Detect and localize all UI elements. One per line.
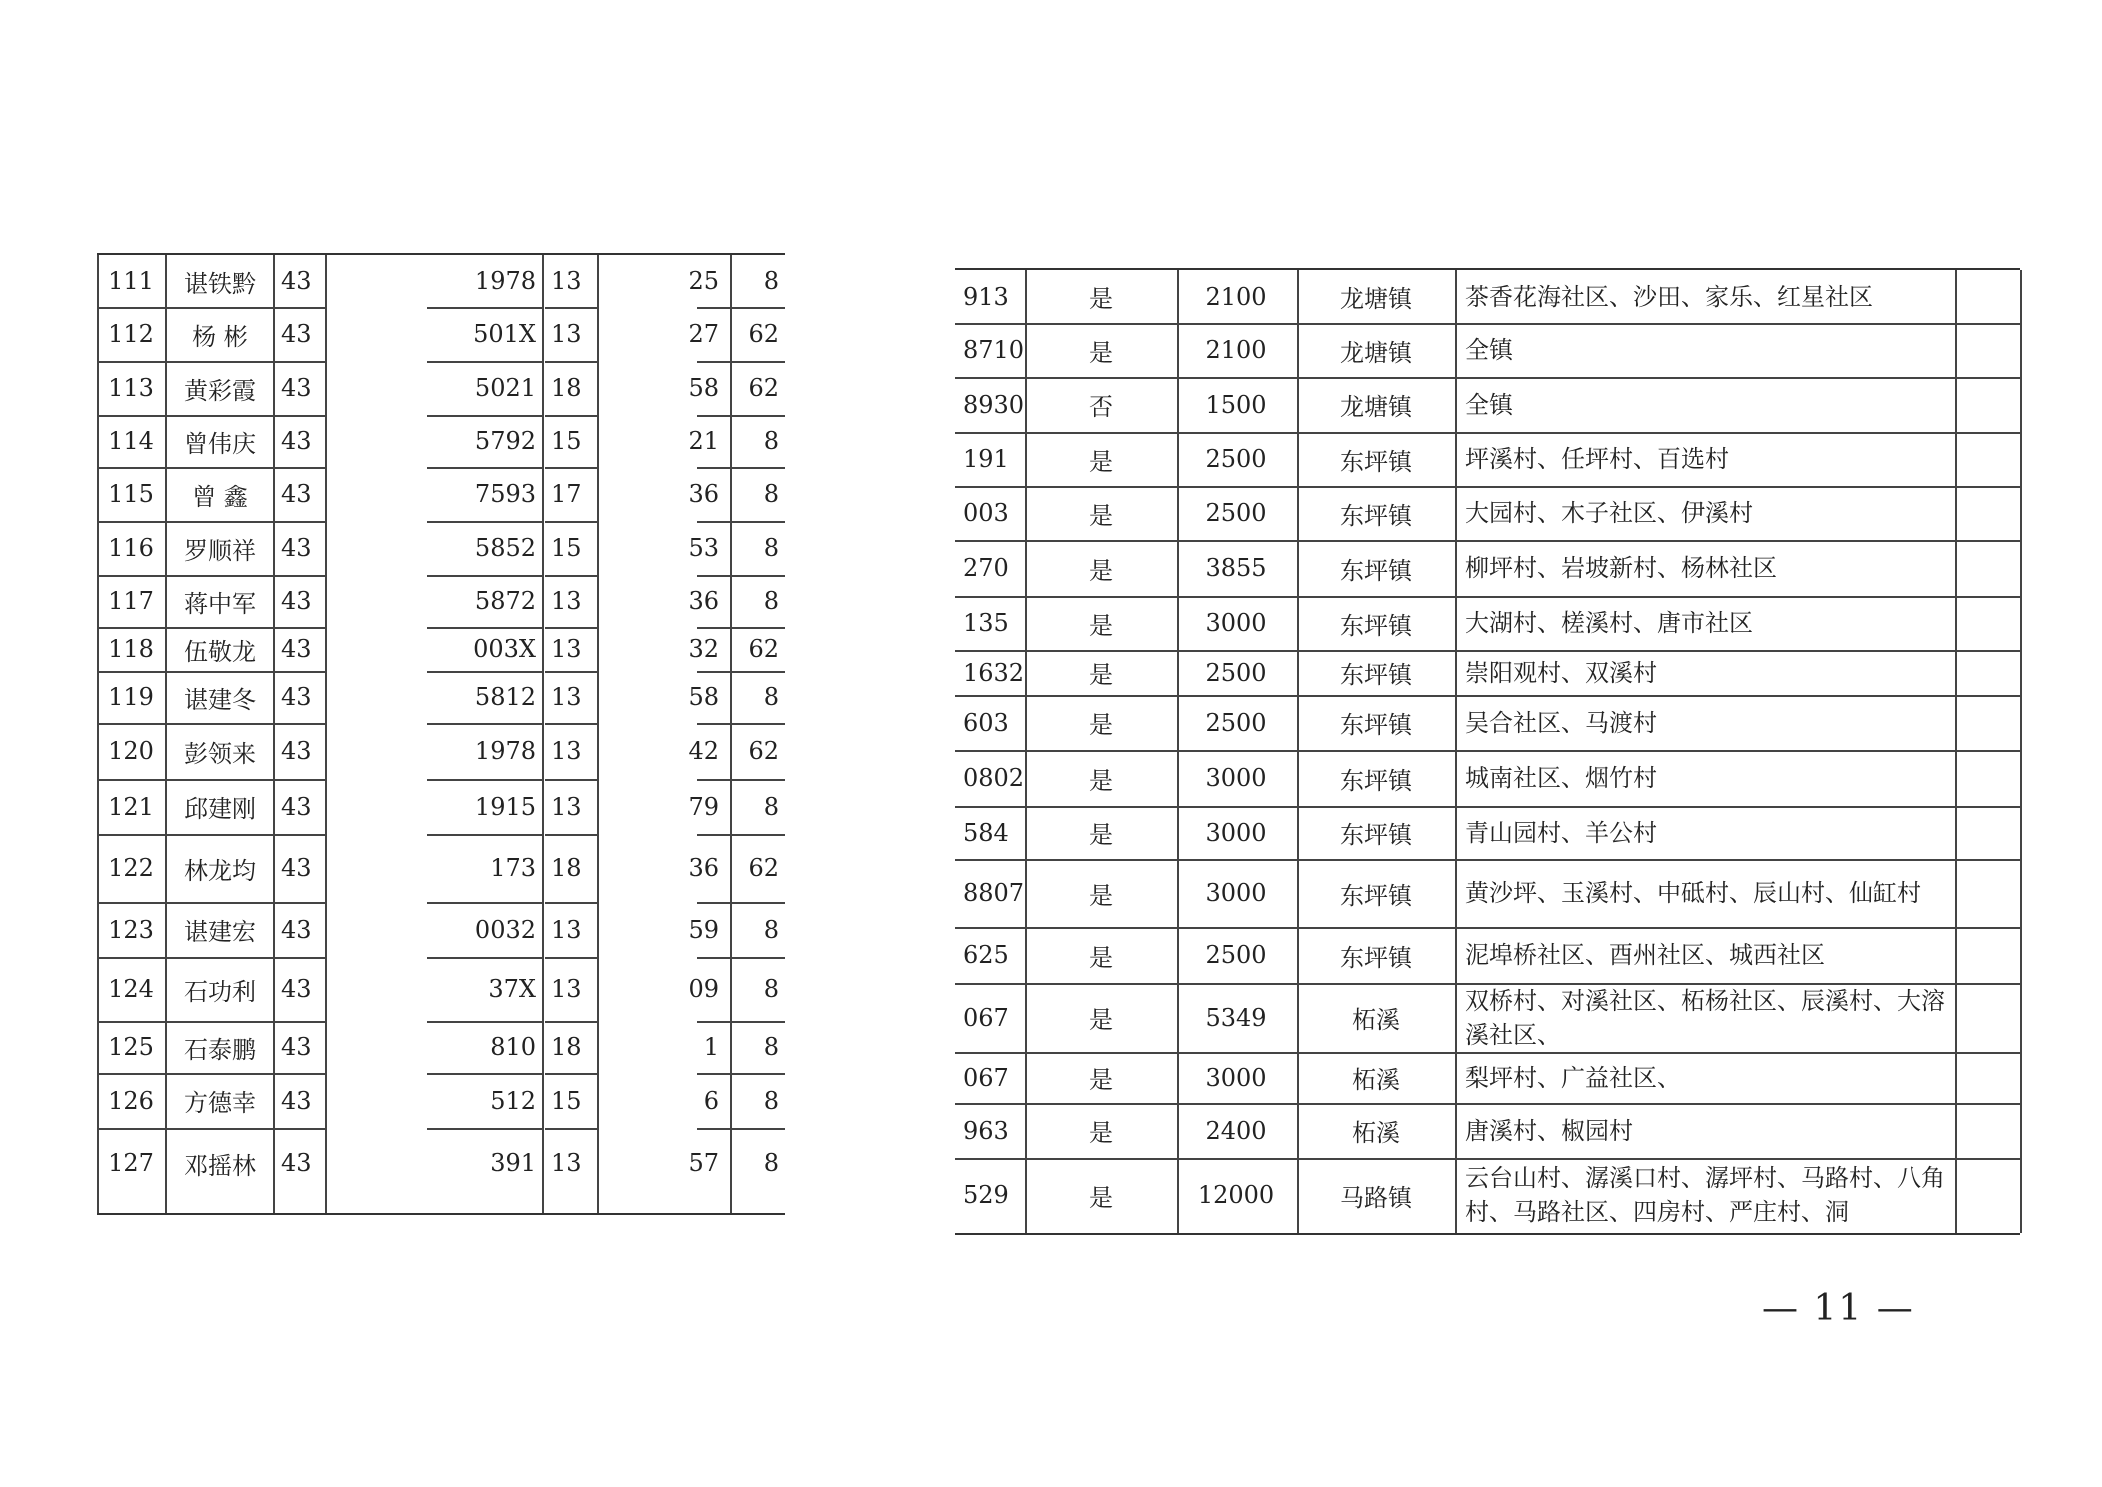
table-row — [97, 575, 785, 627]
cell-no: 127 — [108, 1149, 154, 1177]
cell-flag: 是 — [1089, 285, 1113, 313]
cell-area: 崇阳观村、双溪村 — [1465, 658, 1657, 687]
cell-c4: 25 — [688, 267, 719, 295]
cell-flag: 是 — [1089, 766, 1113, 795]
cell-c3: 15 — [551, 534, 582, 562]
cell-name: 曾 鑫 — [192, 482, 248, 511]
cell-flag: 是 — [1089, 1119, 1113, 1147]
table-row — [97, 1021, 785, 1073]
table-row — [97, 255, 785, 307]
cell-area: 大湖村、槎溪村、唐市社区 — [1465, 609, 1753, 637]
cell-c2: 5872 — [474, 587, 536, 615]
cell-c4: 27 — [688, 320, 719, 348]
cell-c1: 43 — [281, 320, 312, 348]
cell-town: 东坪镇 — [1340, 447, 1412, 476]
table-row — [97, 361, 785, 415]
cell-c4: 36 — [688, 854, 719, 882]
cell-name: 林龙均 — [184, 856, 256, 885]
cell-c4: 32 — [688, 635, 719, 663]
table-row — [97, 521, 785, 575]
cell-code: 913 — [963, 282, 1009, 311]
cell-flag: 是 — [1089, 1183, 1113, 1212]
cell-c5: 8 — [763, 792, 779, 821]
cell-no: 113 — [108, 374, 154, 402]
left-table — [97, 253, 785, 1215]
cell-c3: 13 — [551, 320, 582, 348]
cell-flag: 是 — [1089, 1066, 1113, 1094]
cell-code: 625 — [963, 941, 1009, 969]
cell-no: 112 — [108, 320, 154, 348]
cell-c1: 43 — [281, 427, 312, 455]
table-row — [97, 957, 785, 1021]
table-row — [97, 671, 785, 723]
cell-town: 东坪镇 — [1340, 711, 1412, 739]
cell-flag: 是 — [1089, 611, 1113, 640]
cell-c4: 21 — [688, 427, 719, 455]
cell-no: 120 — [108, 737, 154, 765]
cell-town: 柘溪 — [1352, 1006, 1400, 1034]
cell-no: 123 — [108, 915, 154, 944]
cell-area: 全镇 — [1465, 390, 1513, 419]
table-row — [955, 1158, 2020, 1232]
cell-code: 8807 — [963, 879, 1025, 907]
cell-town: 东坪镇 — [1340, 661, 1412, 689]
cell-code: 963 — [963, 1116, 1009, 1145]
cell-flag: 是 — [1089, 501, 1113, 530]
cell-no: 116 — [108, 534, 154, 562]
table-row — [955, 432, 2020, 486]
cell-name: 伍敬龙 — [184, 637, 256, 666]
table-row — [955, 486, 2020, 540]
cell-town: 东坪镇 — [1340, 881, 1412, 910]
cell-town: 龙塘镇 — [1340, 338, 1412, 367]
cell-amount: 3000 — [1205, 818, 1267, 847]
table-row — [955, 596, 2020, 650]
cell-area: 坪溪村、任坪村、百选村 — [1465, 445, 1729, 473]
cell-town: 马路镇 — [1340, 1183, 1412, 1212]
cell-area: 唐溪村、椒园村 — [1465, 1116, 1633, 1145]
column-rule — [2020, 270, 2022, 1233]
cell-amount: 3000 — [1205, 1063, 1267, 1092]
cell-c4: 59 — [688, 915, 719, 944]
cell-town: 柘溪 — [1352, 1066, 1400, 1094]
cell-c3: 17 — [551, 480, 582, 508]
cell-c4: 1 — [703, 1033, 719, 1061]
cell-c3: 18 — [551, 1033, 582, 1061]
cell-c4: 58 — [688, 374, 719, 402]
cell-no: 115 — [108, 480, 154, 508]
cell-area: 双桥村、对溪社区、柘杨社区、辰溪村、大溶溪社区、 — [1465, 986, 1945, 1049]
cell-town: 东坪镇 — [1340, 821, 1412, 849]
cell-name: 谌建宏 — [184, 918, 256, 946]
cell-c2: 5852 — [474, 534, 536, 562]
cell-area: 梨坪村、广益社区、 — [1465, 1063, 1681, 1092]
cell-code: 603 — [963, 708, 1009, 737]
cell-c2: 5792 — [474, 427, 536, 455]
cell-c5: 8 — [763, 1086, 779, 1115]
table-row — [97, 723, 785, 779]
cell-c5: 8 — [763, 427, 779, 455]
cell-c4: 79 — [688, 792, 719, 821]
cell-c4: 09 — [688, 975, 719, 1003]
cell-name: 方德幸 — [184, 1089, 256, 1117]
cell-c1: 43 — [281, 635, 312, 663]
cell-code: 191 — [963, 445, 1009, 473]
cell-no: 126 — [108, 1086, 154, 1115]
cell-c4: 6 — [703, 1086, 719, 1115]
cell-c4: 36 — [688, 587, 719, 615]
cell-c3: 15 — [551, 427, 582, 455]
table-row — [97, 467, 785, 521]
cell-name: 石泰鹏 — [184, 1035, 256, 1064]
table-row — [955, 983, 2020, 1052]
cell-code: 529 — [963, 1181, 1009, 1209]
cell-c1: 43 — [281, 480, 312, 508]
cell-c2: 7593 — [474, 480, 536, 508]
cell-code: 0802 — [963, 764, 1025, 792]
table-row — [955, 323, 2020, 377]
cell-c3: 13 — [551, 635, 582, 663]
cell-town: 柘溪 — [1352, 1119, 1400, 1147]
table-row — [97, 1073, 785, 1128]
cell-no: 125 — [108, 1033, 154, 1061]
cell-c2: 810 — [490, 1033, 536, 1061]
cell-c4: 42 — [688, 737, 719, 765]
cell-code: 003 — [963, 499, 1009, 527]
cell-area: 柳坪村、岩坡新村、杨林社区 — [1465, 554, 1777, 582]
table-row — [97, 902, 785, 957]
cell-amount: 3000 — [1205, 764, 1267, 792]
cell-c5: 62 — [748, 737, 779, 765]
cell-c1: 43 — [281, 854, 312, 882]
cell-c3: 18 — [551, 854, 582, 882]
table-row — [955, 927, 2020, 983]
cell-code: 270 — [963, 554, 1009, 582]
cell-name: 黄彩霞 — [184, 376, 256, 405]
cell-area: 泥埠桥社区、酉州社区、城西社区 — [1465, 941, 1825, 969]
cell-name: 罗顺祥 — [184, 536, 256, 565]
table-row — [97, 415, 785, 467]
cell-c2: 512 — [490, 1086, 536, 1115]
cell-c5: 8 — [763, 587, 779, 615]
cell-code: 135 — [963, 609, 1009, 637]
cell-no: 119 — [108, 683, 154, 711]
cell-c2: 37X — [488, 975, 536, 1003]
cell-c2: 1915 — [474, 792, 536, 821]
cell-c2: 1978 — [474, 267, 536, 295]
cell-no: 117 — [108, 587, 154, 615]
cell-town: 龙塘镇 — [1340, 393, 1412, 421]
cell-area: 城南社区、烟竹村 — [1465, 764, 1657, 792]
cell-c5: 62 — [748, 320, 779, 348]
cell-code: 067 — [963, 1063, 1009, 1092]
cell-flag: 是 — [1089, 556, 1113, 585]
cell-code: 1632 — [963, 658, 1025, 687]
page-number: — 11 — — [1762, 1288, 1915, 1329]
cell-c5: 62 — [748, 374, 779, 402]
cell-amount: 2500 — [1205, 658, 1267, 687]
cell-amount: 12000 — [1197, 1181, 1275, 1209]
table-row — [955, 806, 2020, 859]
cell-c1: 43 — [281, 683, 312, 711]
cell-c1: 43 — [281, 915, 312, 944]
table-row — [97, 779, 785, 834]
cell-c5: 62 — [748, 635, 779, 663]
cell-c5: 8 — [763, 683, 779, 711]
cell-c1: 43 — [281, 374, 312, 402]
cell-name: 谌铁黔 — [184, 269, 256, 298]
cell-amount: 2500 — [1205, 941, 1267, 969]
cell-area: 黄沙坪、玉溪村、中砥村、辰山村、仙缸村 — [1465, 879, 1921, 907]
cell-area: 大园村、木子社区、伊溪村 — [1465, 499, 1753, 527]
cell-c2: 5812 — [474, 683, 536, 711]
table-row — [955, 270, 2020, 323]
cell-name: 彭领来 — [184, 739, 256, 768]
cell-c3: 13 — [551, 267, 582, 295]
cell-amount: 2500 — [1205, 708, 1267, 737]
cell-c3: 18 — [551, 374, 582, 402]
cell-no: 114 — [108, 427, 154, 455]
table-row — [97, 1128, 785, 1198]
cell-c2: 391 — [490, 1149, 536, 1177]
table-row — [97, 834, 785, 902]
cell-flag: 是 — [1089, 1006, 1113, 1034]
cell-c3: 13 — [551, 792, 582, 821]
cell-amount: 3000 — [1205, 609, 1267, 637]
cell-area: 全镇 — [1465, 336, 1513, 364]
table-row — [955, 695, 2020, 750]
cell-c4: 58 — [688, 683, 719, 711]
cell-area: 茶香花海社区、沙田、家乐、红星社区 — [1465, 282, 1873, 311]
cell-c4: 53 — [688, 534, 719, 562]
cell-flag: 是 — [1089, 881, 1113, 910]
cell-flag: 是 — [1089, 711, 1113, 739]
cell-amount: 5349 — [1205, 1003, 1267, 1032]
table-row — [955, 1052, 2020, 1103]
cell-amount: 3000 — [1205, 879, 1267, 907]
cell-c2: 173 — [490, 854, 536, 882]
cell-c5: 8 — [763, 267, 779, 295]
right-table — [955, 268, 2020, 1235]
cell-c2: 501X — [473, 320, 536, 348]
cell-area: 吴合社区、马渡村 — [1465, 708, 1657, 737]
cell-c1: 43 — [281, 1149, 312, 1177]
cell-c1: 43 — [281, 1033, 312, 1061]
cell-c2: 003X — [473, 635, 536, 663]
cell-town: 东坪镇 — [1340, 943, 1412, 972]
cell-c2: 0032 — [474, 915, 536, 944]
table-row — [97, 627, 785, 671]
cell-c2: 1978 — [474, 737, 536, 765]
cell-area: 云台山村、潺溪口村、潺坪村、马路村、八角村、马路社区、四房村、严庄村、洞 — [1465, 1164, 1945, 1226]
cell-c1: 43 — [281, 587, 312, 615]
cell-c3: 13 — [551, 683, 582, 711]
cell-amount: 2500 — [1205, 499, 1267, 527]
cell-name: 邱建刚 — [184, 795, 256, 823]
cell-c5: 8 — [763, 480, 779, 508]
cell-amount: 1500 — [1205, 390, 1267, 419]
cell-c3: 13 — [551, 975, 582, 1003]
table-row — [955, 1103, 2020, 1158]
cell-c3: 13 — [551, 737, 582, 765]
cell-c1: 43 — [281, 975, 312, 1003]
cell-amount: 2400 — [1205, 1116, 1267, 1145]
cell-no: 121 — [108, 792, 154, 821]
cell-amount: 2100 — [1205, 336, 1267, 364]
cell-flag: 否 — [1089, 393, 1113, 421]
cell-flag: 是 — [1089, 338, 1113, 367]
table-row — [97, 307, 785, 361]
table-row — [955, 859, 2020, 927]
cell-town: 龙塘镇 — [1340, 285, 1412, 313]
cell-amount: 2500 — [1205, 445, 1267, 473]
cell-flag: 是 — [1089, 661, 1113, 689]
cell-c1: 43 — [281, 534, 312, 562]
cell-name: 邓摇林 — [184, 1151, 256, 1180]
cell-c4: 57 — [688, 1149, 719, 1177]
cell-c5: 8 — [763, 1033, 779, 1061]
table-row — [955, 650, 2020, 695]
cell-town: 东坪镇 — [1340, 766, 1412, 795]
cell-no: 118 — [108, 635, 154, 663]
cell-code: 584 — [963, 818, 1009, 847]
cell-c1: 43 — [281, 737, 312, 765]
cell-code: 8930 — [963, 390, 1025, 419]
cell-c1: 43 — [281, 267, 312, 295]
cell-code: 8710 — [963, 336, 1025, 364]
table-row — [955, 750, 2020, 806]
cell-c1: 43 — [281, 792, 312, 821]
cell-amount: 2100 — [1205, 282, 1267, 311]
cell-c3: 13 — [551, 1149, 582, 1177]
cell-town: 东坪镇 — [1340, 556, 1412, 585]
cell-c5: 8 — [763, 915, 779, 944]
cell-amount: 3855 — [1205, 554, 1267, 582]
cell-name: 曾伟庆 — [184, 429, 256, 458]
cell-no: 111 — [108, 267, 154, 295]
cell-c5: 62 — [748, 854, 779, 882]
cell-c3: 13 — [551, 915, 582, 944]
cell-flag: 是 — [1089, 943, 1113, 972]
cell-c3: 13 — [551, 587, 582, 615]
cell-no: 122 — [108, 854, 154, 882]
cell-c5: 8 — [763, 1149, 779, 1177]
cell-flag: 是 — [1089, 821, 1113, 849]
cell-c5: 8 — [763, 534, 779, 562]
cell-c1: 43 — [281, 1086, 312, 1115]
cell-name: 石功利 — [184, 977, 256, 1006]
cell-c2: 5021 — [474, 374, 536, 402]
cell-town: 东坪镇 — [1340, 501, 1412, 530]
cell-code: 067 — [963, 1003, 1009, 1032]
cell-c4: 36 — [688, 480, 719, 508]
cell-town: 东坪镇 — [1340, 611, 1412, 640]
cell-name: 蒋中军 — [184, 589, 256, 618]
cell-no: 124 — [108, 975, 154, 1003]
cell-area: 青山园村、羊公村 — [1465, 818, 1657, 847]
cell-c5: 8 — [763, 975, 779, 1003]
table-row — [955, 377, 2020, 432]
cell-name: 谌建冬 — [184, 685, 256, 714]
table-row — [955, 540, 2020, 596]
cell-flag: 是 — [1089, 447, 1113, 476]
cell-name: 杨 彬 — [192, 322, 248, 351]
cell-c3: 15 — [551, 1086, 582, 1115]
